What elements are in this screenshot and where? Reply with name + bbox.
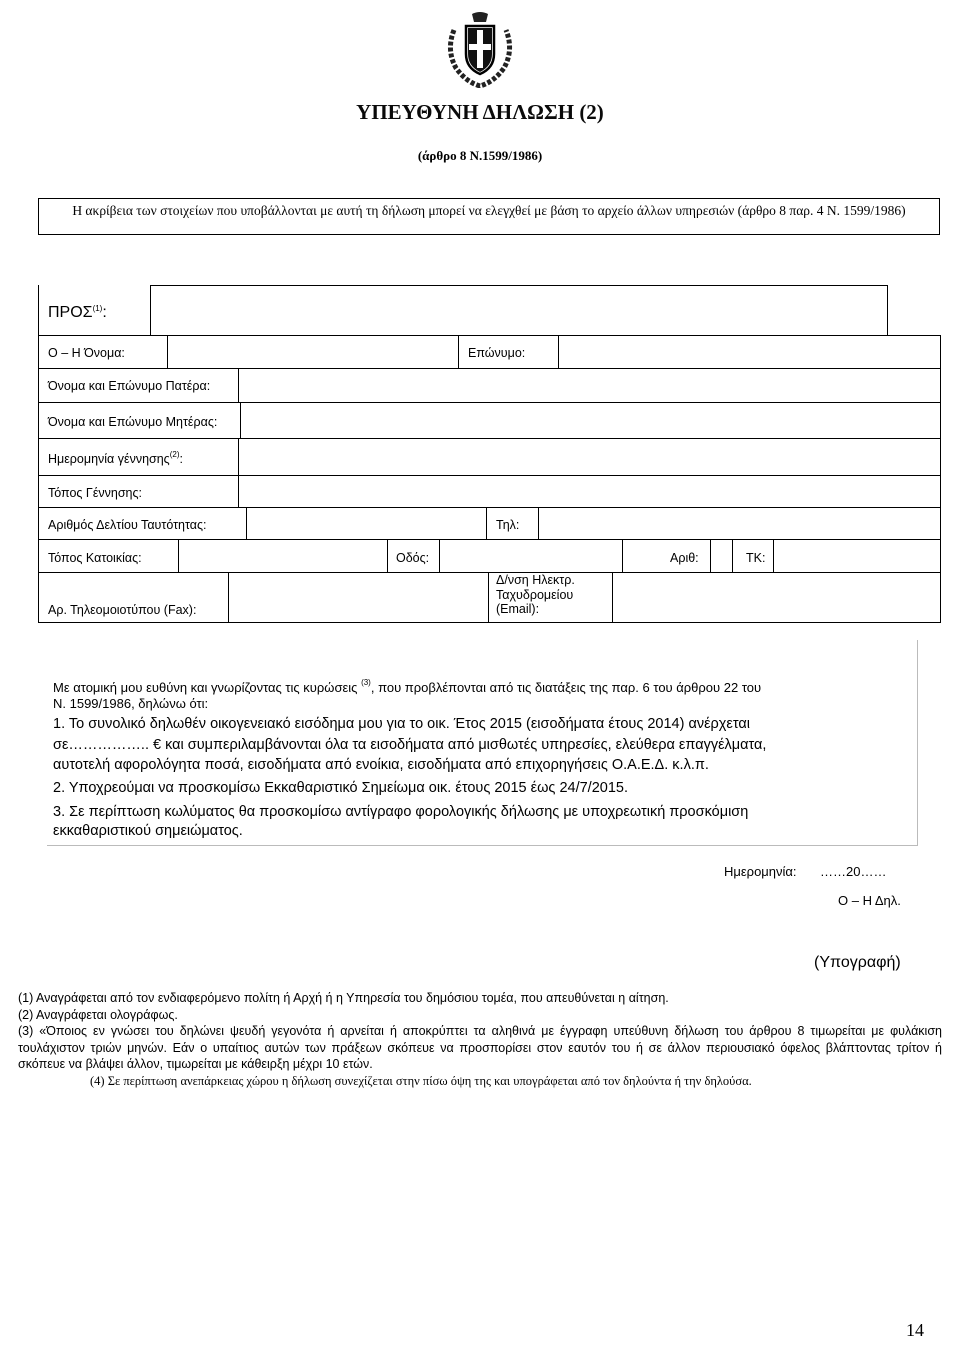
mother-name-label: Όνομα και Επώνυμο Μητέρας: [48,415,218,429]
id-number-label: Αριθμός Δελτίου Ταυτότητας: [48,518,207,532]
birth-date-label: Ημερομηνία γέννησης$^{(2)}$: [48,450,183,466]
footnote-3: (3) «Όποιος εν γνώσει του δηλώνει ψευδή γεγονότα ή αρνείται ή αποκρύπτει τα αληθινά με έγγραφη υπεύθυνη δήλωση του άρθρου 8 τιμωρείται με φυλάκιση τουλάχιστον τριών μηνών. Εάν ο υπαίτιος αυτών των πράξεων σκόπευε να προσπορίσει στον εαυτόν του ή σε άλλον περιουσιακό όφελος βλάπτοντας τρίτον ή σκόπευε να βλάψει άλλον, τιμωρείται με κάθειρξη μέχρι 10 ετών. [18,1024,942,1071]
street-label: Οδός: [396,551,430,565]
footnotes [18,990,942,1089]
footnote-4: (4) Σε περίπτωση ανεπάρκειας χώρου η δήλωση συνεχίζεται στην πίσω όψη της και υπογράφεται από τον δηλούντα ή την δηλούσα. [90,1073,752,1088]
date-label: Ημερομηνία: [724,864,797,879]
accuracy-note: Η ακρίβεια των στοιχείων που υποβάλλονται με αυτή τη δήλωση μπορεί να ελεγχθεί με βάση το αρχείο άλλων υπηρεσιών (άρθρο 8 παρ. 4 Ν. 1599/1986) [38,198,940,235]
declaration-item-3: 3. Σε περίπτωση κωλύματος θα προσκομίσω αντίγραφο φορολογικής δήλωσης με υποχρεωτική προσκόμιση [53,804,749,820]
footnote-2: (2) Αναγράφεται ολογράφως. [18,1007,178,1022]
fax-label: Αρ. Τηλεομοιοτύπου (Fax): [48,603,197,617]
page-number: 14 [906,1320,924,1340]
declaration-item-1-line-3: αυτοτελή αφορολόγητα ποσά, εισοδήματα από ενοίκια, εισοδήματα από επιχορηγήσεις Ο.Α.Ε.Δ. κ.λ.π. [53,757,709,773]
father-name-label: Όνομα και Επώνυμο Πατέρα: [48,379,211,393]
signature-label: (Υπογραφή) [814,954,901,971]
first-name-label: Ο – Η Όνομα: [48,346,125,360]
date-value: ……20…… [820,864,887,879]
footnote-1: (1) Αναγράφεται από τον ενδιαφερόμενο πολίτη ή Αρχή ή η Υπηρεσία του δημόσιου τομέα, που απευθύνεται η αίτηση. [18,991,669,1005]
declaration-item-1-line-2: σε…………….. € και συμπεριλαμβάνονται όλα τα εισοδήματα από μισθωτές υπηρεσίες, ελεύθερα επαγγέλματα, [53,737,767,753]
declaration-form [38,285,941,622]
email-label: Δ/νση Ηλεκτρ. Ταχυδρομείου (Email): [496,573,575,616]
declaration-item-2: 2. Υποχρεούμαι να προσκομίσω Εκκαθαριστικό Σημείωμα οικ. έτους 2015 έως 24/7/2015. [53,780,628,796]
declaration-item-1: 1. Το συνολικό δηλωθέν οικογενειακό εισόδημα μου για το οικ. Έτος 2015 (εισοδήματα έτους 2014) ανέρχεται [53,716,751,732]
declaration-item-3-line-2: εκκαθαριστικού σημειώματος. [53,823,243,839]
phone-label: Τηλ: [496,518,520,532]
declaration-intro: Με ατομική μου ευθύνη και γνωρίζοντας τις κυρώσεις $^{(3)}$, που προβλέπονται από τις διατάξεις της παρ. 6 του άρθρου 22 του [53,678,762,695]
declaration-body [47,640,918,846]
street-number-label: Αριθ: [670,551,699,565]
declaration-intro-2: Ν. 1599/1986, δηλώνω ότι: [53,696,209,711]
document-subtitle: (άρθρο 8 Ν.1599/1986) [417,148,543,163]
postal-code-label: ΤΚ: [746,551,766,565]
last-name-label: Επώνυμο: [468,346,526,360]
recipient-label: ΠΡΟΣ$^{(1)}$: [48,304,107,321]
residence-label: Τόπος Κατοικίας: [48,551,142,565]
greek-coat-of-arms-icon [440,10,520,88]
declarant-label: Ο – Η Δηλ. [838,893,901,908]
birth-place-label: Τόπος Γέννησης: [48,486,143,500]
document-title: ΥΠΕΥΘΥΝΗ ΔΗΛΩΣΗ (2) [356,100,604,124]
